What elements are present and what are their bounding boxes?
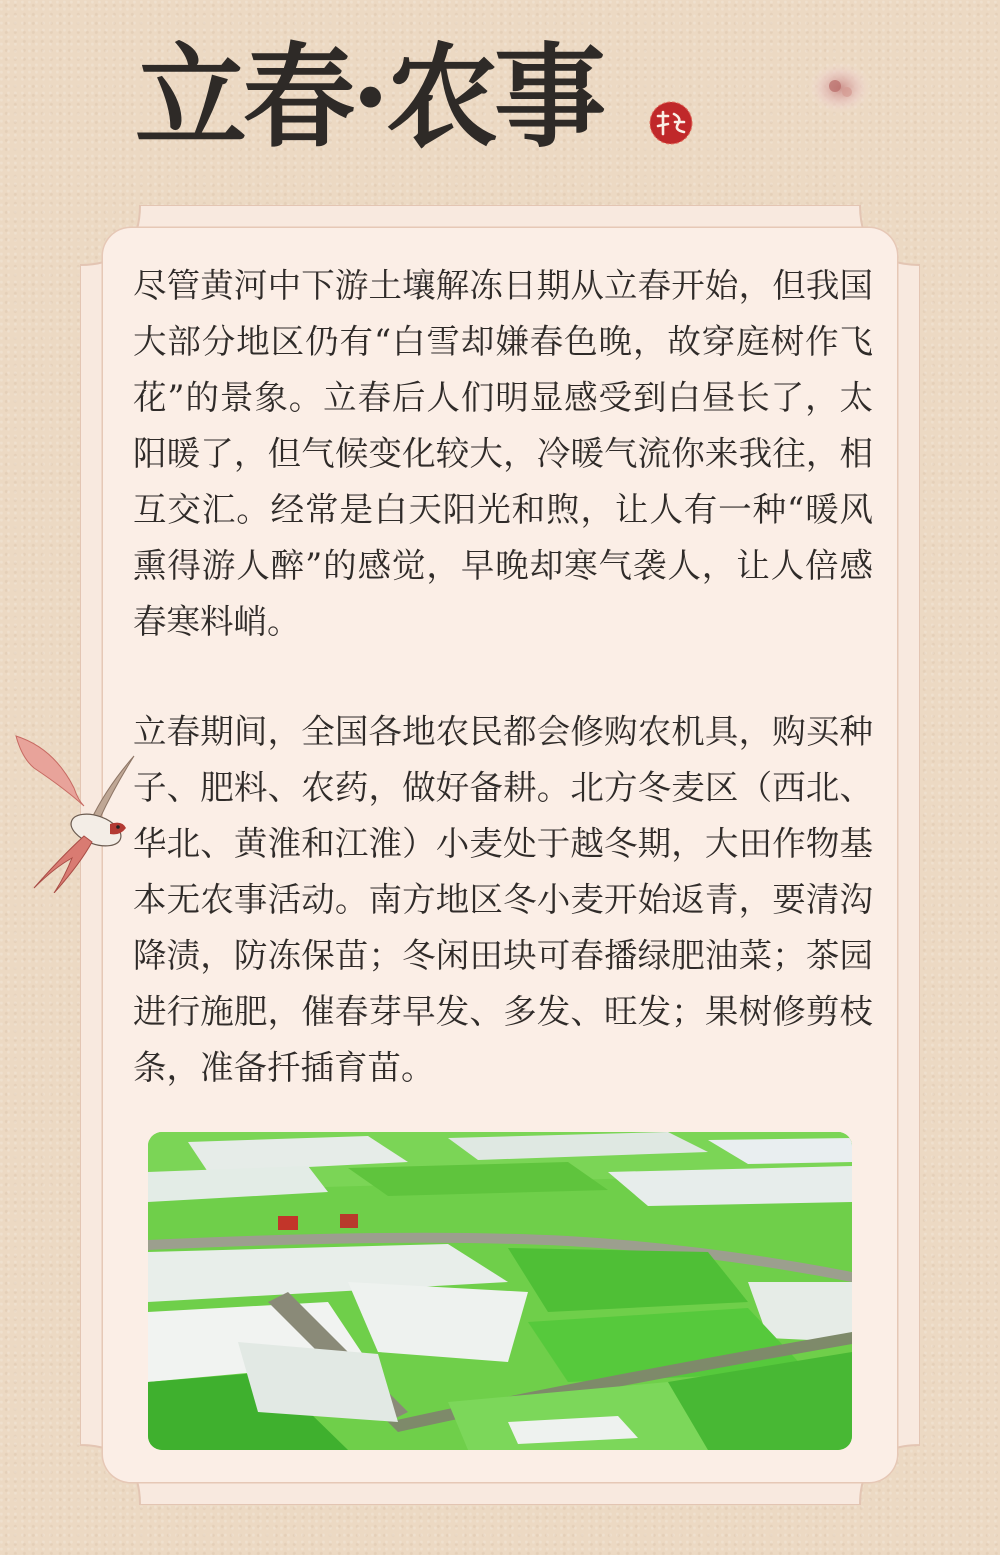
paragraph-2: 立春期间，全国各地农民都会修购农机具，购买种子、肥料、农药，做好备耕。北方冬麦区（西北、华北、黄淮和江淮）小麦处于越冬期，大田作物基本无农事活动。南方地区冬小麦开始返青，要清沟降渍，防冻保苗；冬闲田块可春播绿肥油菜；茶园进行施肥，催春芽早发、多发、旺发；果树修剪枝条，准备扦插育苗。 bbox=[133, 712, 873, 1087]
rice-field-photo bbox=[148, 1132, 852, 1450]
seal-stamp-icon bbox=[648, 100, 694, 146]
swallow-bird-icon bbox=[14, 728, 144, 893]
paragraph-1: 尽管黄河中下游土壤解冻日期从立春开始，但我国大部分地区仍有“白雪却嫌春色晚，故穿庭树作飞花”的景象。立春后人们明显感受到白昼长了，太阳暖了，但气候变化较大，冷暖气流你来我往，相互交汇。经常是白天阳光和煦，让人有一种“暖风熏得游人醉”的感觉，早晚却寒气袭人，让人倍感春寒料峭。 bbox=[133, 266, 873, 641]
blossom-icon bbox=[805, 58, 875, 118]
page-title: 立春·农事 bbox=[135, 32, 602, 163]
